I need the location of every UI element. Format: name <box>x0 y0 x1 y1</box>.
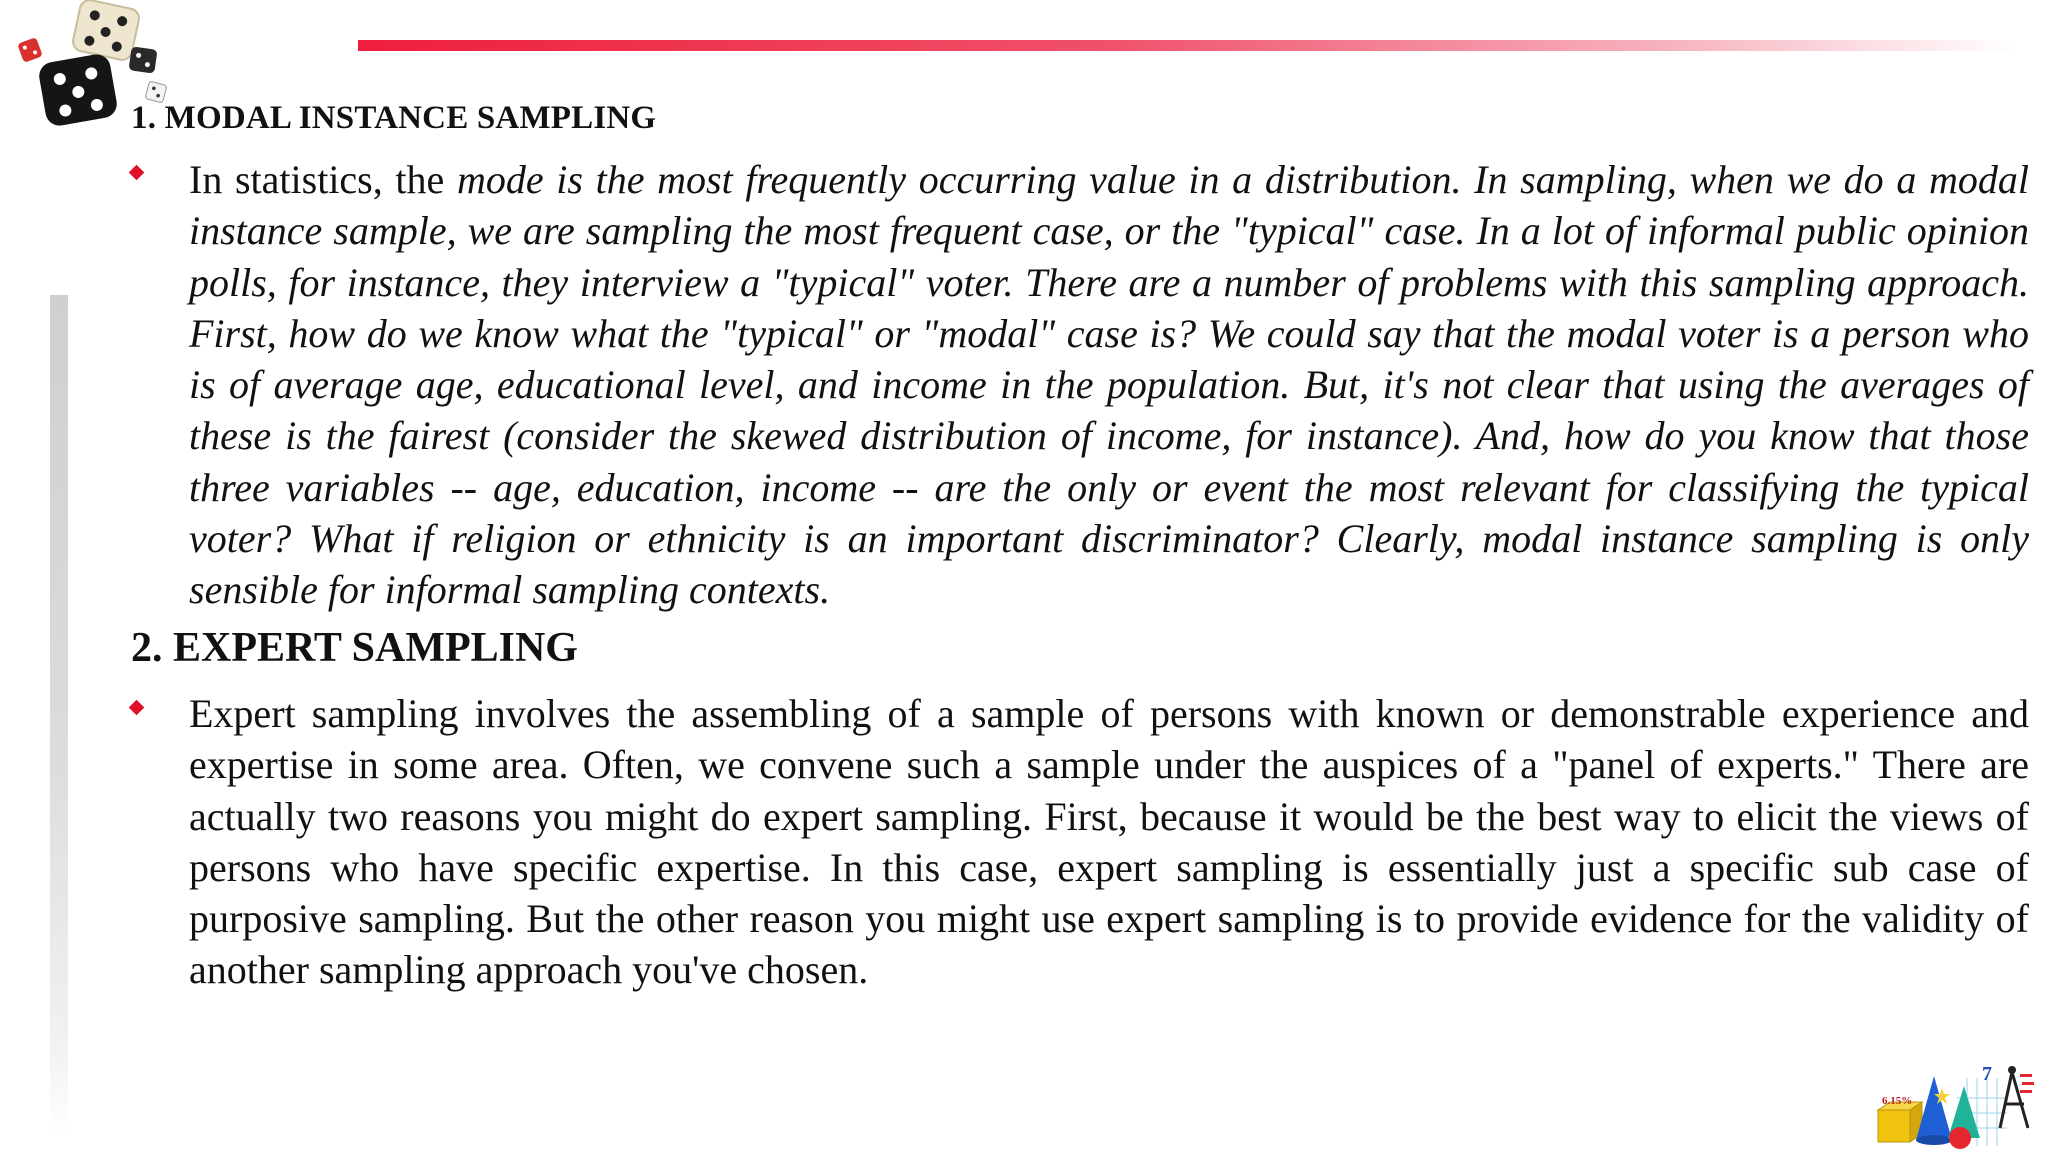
top-accent-rule <box>358 40 2018 51</box>
section-2-heading: 2. EXPERT SAMPLING <box>131 625 578 671</box>
red-diamond-bullet-icon <box>129 700 145 716</box>
logo-percent-text: 6.15% <box>1882 1095 1913 1107</box>
section-1-heading: 1. MODAL INSTANCE SAMPLING <box>131 100 657 136</box>
math-shapes-logo-icon <box>1872 1058 2042 1150</box>
section-1-italic-text: mode is the most frequently occurring value in a distribution. In sampling, when we do a modal instance sample, we are sampling the most frequent case, or the "typical" case. In a lot of informal public opinion polls, for instance, they interview a "typical" voter. There are a number of problems with this sampling approach. First, how do we know what the "typical" or "modal" case is? We could say that the modal voter is a person who is of average age, educational level, and income in the population. But, it's not clear that using the averages of these is the fairest (consider the skewed distribution of income, for instance). And, how do you know that those three variables -- age, education, income -- are the only or event the most relevant for classifying the typical voter? What if religion or ethnicity is an important discriminator? Clearly, modal instance sampling is only sensible for informal sampling contexts. <box>189 157 2029 613</box>
logo-number: 7 <box>1982 1063 1992 1085</box>
section-1-paragraph <box>189 154 2029 616</box>
section-2-paragraph: Expert sampling involves the assembling of a sample of persons with known or demonstrable experience and expertise in some area. Often, we convene such a sample under the auspices of a "panel of experts." There are actually two reasons you might do expert sampling. First, because it would be the best way to elicit the views of persons who have specific expertise. In this case, expert sampling is essentially just a specific sub case of purposive sampling. But the other reason you might use expert sampling is to provide evidence for the validity of another sampling approach you've chosen. <box>189 691 2029 993</box>
red-diamond-bullet-icon <box>129 165 145 181</box>
section-1-lead-text: In statistics, the <box>189 157 457 202</box>
left-side-rule <box>50 295 68 1135</box>
